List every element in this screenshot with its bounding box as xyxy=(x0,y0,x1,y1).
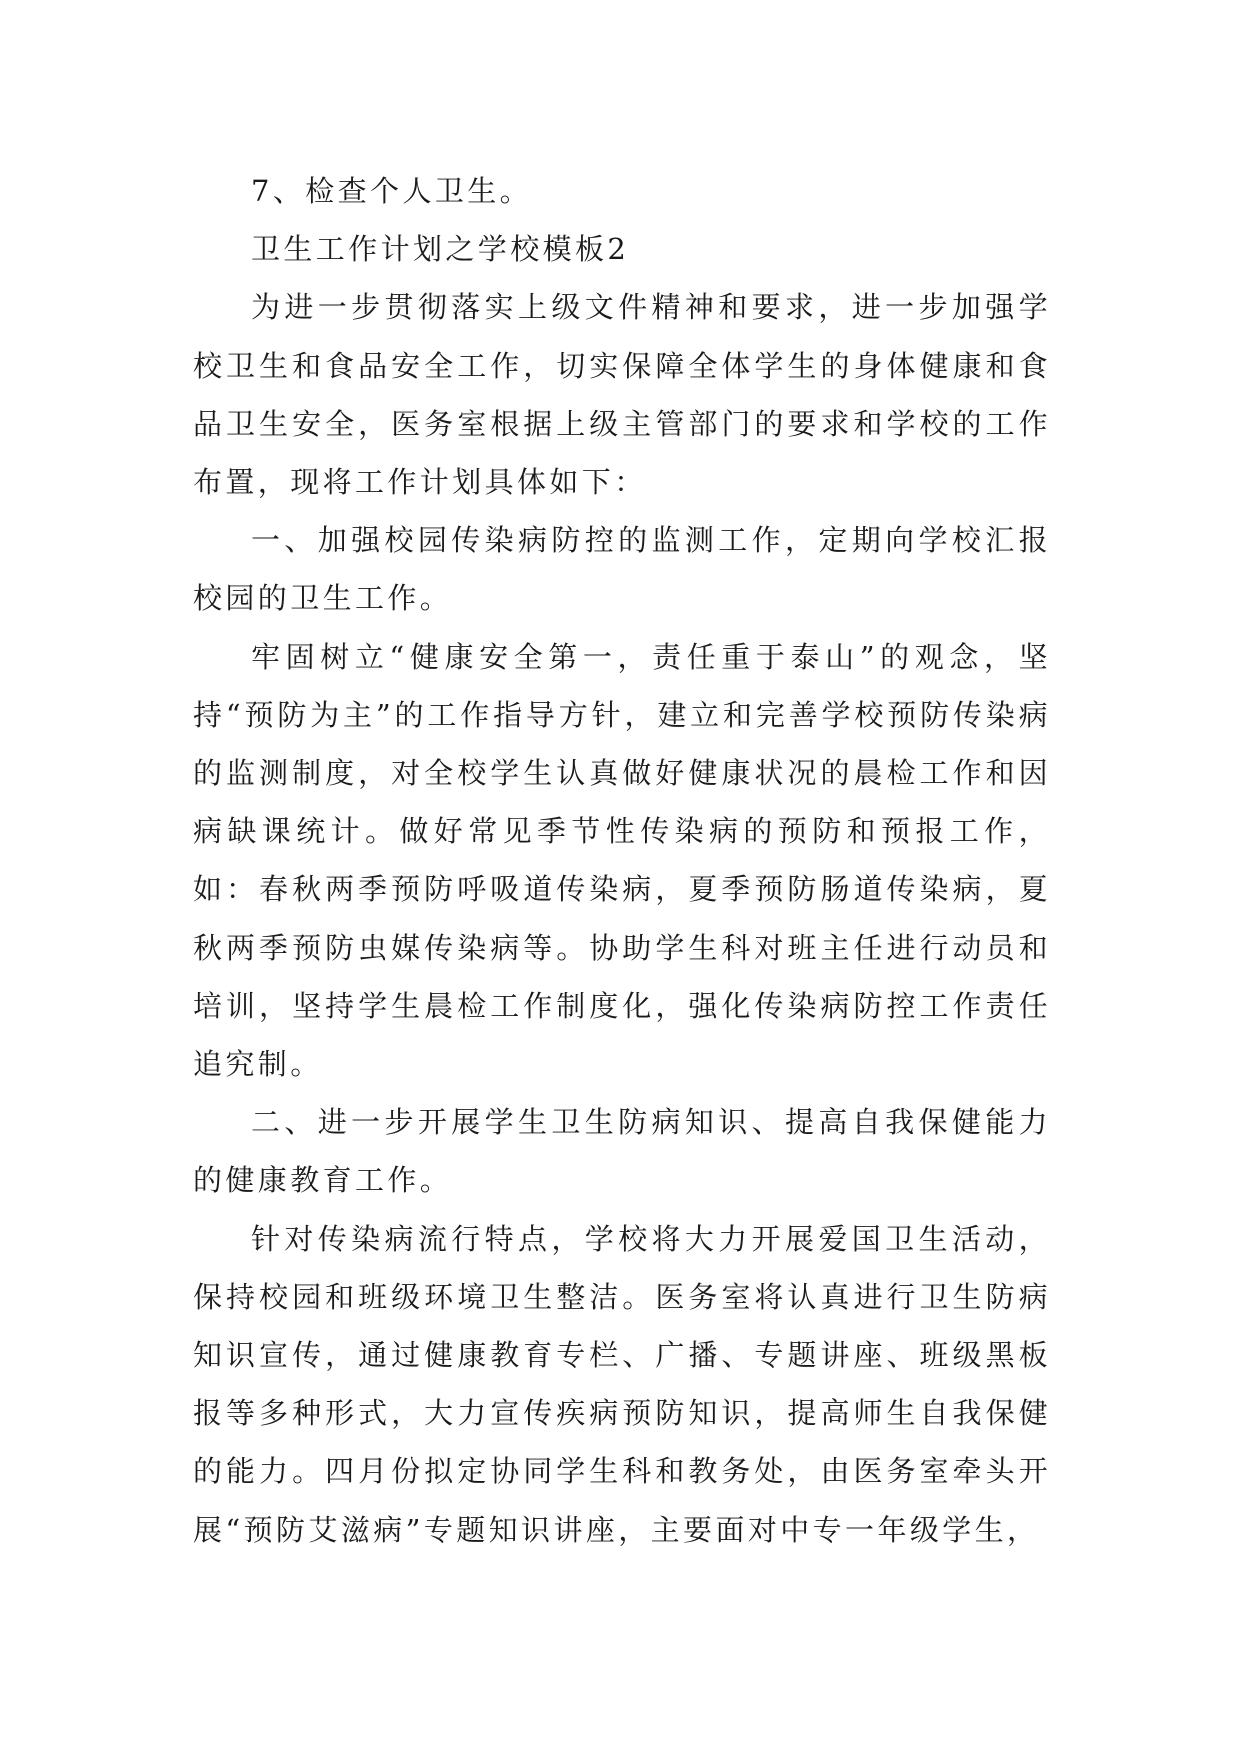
heading-two: 二、进一步开展学生卫生防病知识、提高自我保健能力的健康教育工作。 xyxy=(193,1105,1051,1198)
heading-one: 一、加强校园传染病防控的监测工作，定期向学校汇报校园的卫生工作。 xyxy=(193,523,1051,616)
intro-paragraph: 为进一步贯彻落实上级文件精神和要求，进一步加强学校卫生和食品安全工作，切实保障全体学生的身体健康和食品卫生安全，医务室根据上级主管部门的要求和学校的工作布置，现将工作计划具体如下： xyxy=(193,290,1051,500)
section-title: 卫生工作计划之学校模板2 xyxy=(251,232,630,267)
body-paragraph-1: 牢固树立“健康安全第一，责任重于泰山”的观念，坚持“预防为主”的工作指导方针，建立和完善学校预防传染病的监测制度，对全校学生认真做好健康状况的晨检工作和因病缺课统计。做好常见季节性传染病的预防和预报工作，如：春秋两季预防呼吸道传染病，夏季预防肠道传染病，夏秋两季预防虫媒传染病等。协助学生科对班主任进行动员和培训，坚持学生晨检工作制度化，强化传染病防控工作责任追究制。 xyxy=(193,639,1051,1082)
document-body xyxy=(193,162,1051,1559)
paragraph-item-7: 7、检查个人卫生。 xyxy=(251,174,533,208)
body-paragraph-2: 针对传染病流行特点，学校将大力开展爱国卫生活动，保持校园和班级环境卫生整洁。医务室将认真进行卫生防病知识宣传，通过健康教育专栏、广播、专题讲座、班级黑板报等多种形式，大力宣传疾病预防知识，提高师生自我保健的能力。四月份拟定协同学生科和教务处，由医务室牵头开展“预防艾滋病”专题知识讲座，主要面对中专一年级学生， xyxy=(193,1221,1051,1547)
